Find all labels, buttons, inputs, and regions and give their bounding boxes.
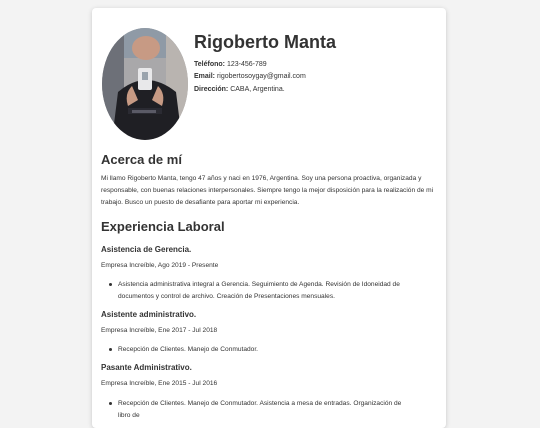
email-line	[194, 73, 306, 80]
address-label: Dirección:	[194, 86, 229, 93]
email-label: Email:	[194, 73, 216, 80]
job-title: Asistencia de Gerencia.	[101, 245, 192, 254]
job-meta: Empresa Increíble, Ene 2017 - Jul 2018	[101, 327, 218, 334]
email-value: rigobertosoygay@gmail.com	[216, 73, 306, 80]
phone-label: Teléfono:	[194, 61, 225, 68]
profile-photo	[102, 28, 188, 140]
profile-photo-image	[102, 28, 188, 140]
phone-line	[194, 61, 267, 68]
address-line	[194, 86, 285, 93]
about-heading: Acerca de mí	[101, 152, 182, 167]
job-bullet: Recepción de Clientes. Manejo de Conmutador.	[109, 344, 414, 356]
phone-value: 123-456-789	[226, 61, 267, 68]
job-title: Pasante Administrativo.	[101, 363, 192, 372]
experience-heading: Experiencia Laboral	[101, 219, 225, 234]
job-bullet: Asistencia administrativa integral a Gerencia. Seguimiento de Agenda. Revisión de Idoneidad de documentos y control de archivo. Creación de Presentaciones mensuales.	[109, 279, 414, 303]
resume-card	[92, 8, 446, 428]
job-meta: Empresa Increíble, Ene 2015 - Jul 2016	[101, 380, 218, 387]
profile-name: Rigoberto Manta	[194, 32, 336, 52]
address-value: CABA, Argentina.	[230, 86, 285, 93]
job-title: Asistente administrativo.	[101, 310, 197, 319]
about-text: Mi llamo Rigoberto Manta, tengo 47 años y naci en 1976, Argentina. Soy una persona proactiva, organizada y responsable, con buenas relaciones interpersonales. Siempre tengo la mejor disposición para la realización de mi trabajo. Busco un puesto de desafiante para aportar mi experiencia.	[101, 175, 434, 206]
job-meta: Empresa Increíble, Ago 2019 - Presente	[101, 262, 219, 269]
job-bullet: Recepción de Clientes. Manejo de Conmutador. Asistencia a mesa de entradas. Organización de libro de	[109, 398, 414, 422]
